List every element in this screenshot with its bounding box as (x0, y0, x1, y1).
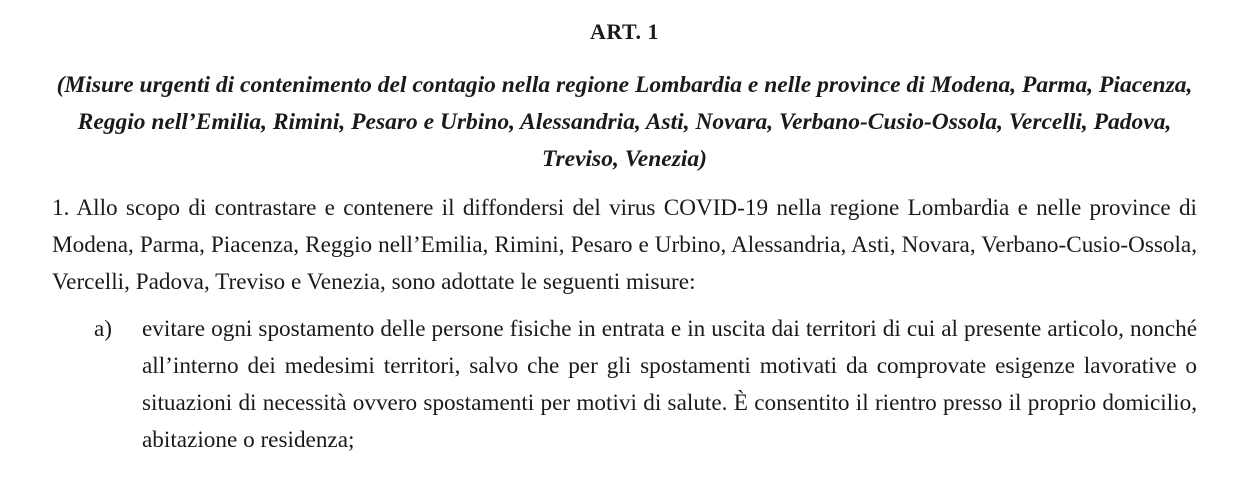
list-item-a (52, 311, 1197, 459)
article-title: ART. 1 (589, 19, 660, 44)
paragraph-1: 1. Allo scopo di contrastare e contenere il diffondersi del virus COVID-19 nella regione Lombardia e nelle province di Modena, Parma, Piacenza, Reggio nell’Emilia, Rimini, Pesaro e Urbino, Alessandria, Asti, Novara, Verbano-Cusio-Ossola, Vercelli, Padova, Treviso e Venezia, sono adottate le seguenti misure: (52, 195, 1197, 295)
measures-list (52, 311, 1197, 459)
list-item-marker: a) (94, 316, 113, 342)
article-subtitle: (Misure urgenti di contenimento del contagio nella regione Lombardia e nelle province di Modena, Parma, Piacenza, Reggio nell’Emilia, Rimini, Pesaro e Urbino, Alessandria, Asti, Novara, Verbano-Cusio-Ossola, Vercelli, Padova, Treviso, Venezia) (56, 72, 1193, 172)
list-item-text: evitare ogni spostamento delle persone fisiche in entrata e in uscita dai territori di cui al presente articolo, nonché all’interno dei medesimi territori, salvo che per gli spostamenti motivati da comprovate esigenze lavorative o situazioni di necessità ovvero spostamenti per motivi di salute. È consentito il rientro presso il proprio domicilio, abitazione o residenza; (142, 316, 1197, 453)
